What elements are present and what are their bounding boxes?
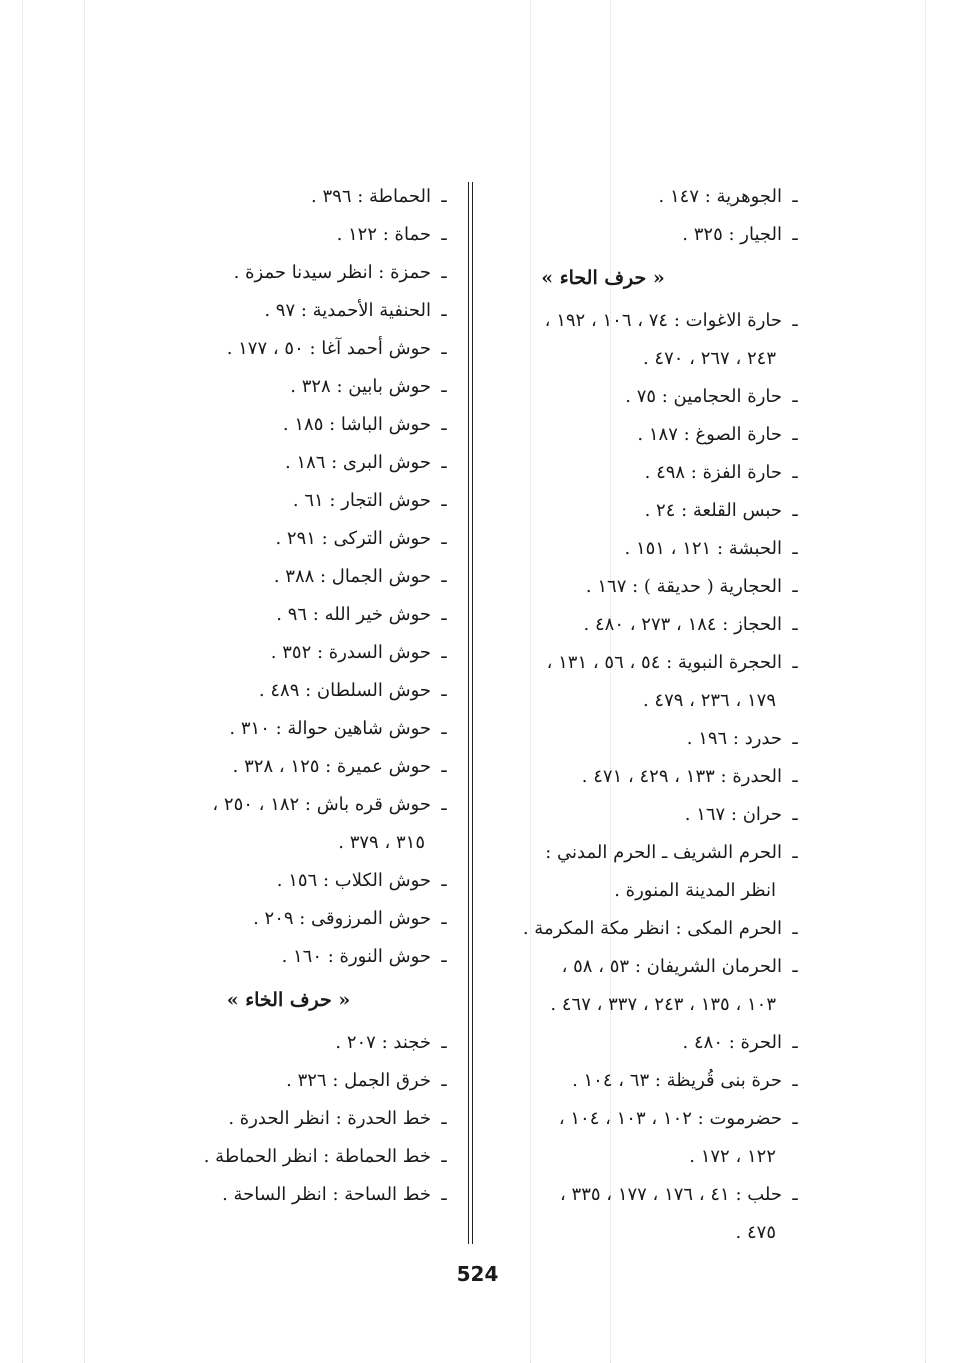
index-entry: [120, 406, 457, 444]
index-entry: [120, 558, 457, 596]
section-heading: « حرف الحاء »: [541, 267, 665, 289]
index-entry: [478, 606, 808, 644]
index-entry: [120, 862, 457, 900]
index-entry-continuation: [120, 824, 457, 862]
index-entry: [478, 1100, 808, 1138]
entry-dash: ـ: [441, 1146, 447, 1167]
entry-text: حوش النورة : ١٦٠ .: [281, 946, 431, 967]
index-entry: [120, 368, 457, 406]
entry-dash: ـ: [792, 576, 798, 597]
entry-dash: ـ: [441, 1032, 447, 1053]
entry-dash: ـ: [792, 386, 798, 407]
entry-text: حارة الفزة : ٤٩٨ .: [644, 462, 782, 483]
entry-dash: ـ: [792, 186, 798, 207]
index-entry: [478, 910, 808, 948]
index-entry: [120, 1176, 457, 1214]
entry-text: خط الحماطة : انظر الحماطة .: [203, 1146, 431, 1167]
index-entry: [120, 1024, 457, 1062]
entry-dash: ـ: [441, 186, 447, 207]
entry-text: ٤٧٥ .: [735, 1222, 776, 1243]
index-entry: [478, 796, 808, 834]
entry-dash: ـ: [441, 224, 447, 245]
index-entry: [120, 482, 457, 520]
index-entry: [478, 720, 808, 758]
entry-dash: ـ: [441, 338, 447, 359]
entry-dash: ـ: [441, 794, 447, 815]
entry-text: حوش الكلاب : ١٥٦ .: [276, 870, 431, 891]
entry-dash: ـ: [441, 490, 447, 511]
entry-text: خط الساحة : انظر الساحة .: [222, 1184, 431, 1205]
entry-text: ١٠٣ ، ١٣٥ ، ٢٤٣ ، ٣٣٧ ، ٤٦٧ .: [550, 994, 776, 1015]
index-entry: [120, 634, 457, 672]
entry-text: انظر المدينة المنورة .: [614, 880, 776, 901]
index-entry: [120, 900, 457, 938]
entry-text: خط الحدرة : انظر الحدرة .: [228, 1108, 431, 1129]
entry-dash: ـ: [441, 642, 447, 663]
column-divider: [468, 182, 473, 1244]
entry-dash: ـ: [792, 1032, 798, 1053]
entry-dash: ـ: [792, 1108, 798, 1129]
index-entry: [120, 672, 457, 710]
index-entry: [478, 302, 808, 340]
entry-dash: ـ: [441, 1108, 447, 1129]
index-entry: [478, 416, 808, 454]
entry-dash: ـ: [441, 300, 447, 321]
entry-dash: ـ: [441, 566, 447, 587]
entry-text: الجيار : ٣٢٥ .: [682, 224, 782, 245]
entry-text: الحبشة : ١٢١ ، ١٥١ .: [624, 538, 782, 559]
index-entry: [120, 1138, 457, 1176]
scan-guide-line: [925, 0, 926, 1363]
entry-text: حوش السلطان : ٤٨٩ .: [258, 680, 431, 701]
entry-text: حوش شاهين حوالة : ٣١٠ .: [229, 718, 431, 739]
entry-text: خرق الجمل : ٣٢٦ .: [286, 1070, 431, 1091]
index-entry: [478, 530, 808, 568]
entry-text: حارة الحجامين : ٧٥ .: [625, 386, 782, 407]
entry-dash: ـ: [441, 414, 447, 435]
index-entry: [478, 178, 808, 216]
entry-dash: ـ: [441, 908, 447, 929]
entry-text: حوش البرى : ١٨٦ .: [284, 452, 431, 473]
entry-text: حوش الباشا : ١٨٥ .: [282, 414, 431, 435]
entry-dash: ـ: [792, 728, 798, 749]
entry-dash: ـ: [792, 1184, 798, 1205]
entry-text: حوش قره باش : ١٨٢ ، ٢٥٠ ،: [212, 794, 431, 815]
entry-dash: ـ: [792, 652, 798, 673]
entry-text: حرة بنى قُريظة : ٦٣ ، ١٠٤ .: [572, 1070, 782, 1091]
index-entry: [478, 834, 808, 872]
entry-text: الحجرة النبوية : ٥٤ ، ٥٦ ، ١٣١ ،: [546, 652, 782, 673]
entry-text: ٢٤٣ ، ٢٦٧ ، ٤٧٠ .: [642, 348, 776, 369]
entry-dash: ـ: [792, 918, 798, 939]
index-column-right: [478, 178, 808, 1252]
entry-text: حضرموت : ١٠٢ ، ١٠٣ ، ١٠٤ ،: [558, 1108, 782, 1129]
index-entry: [120, 1062, 457, 1100]
index-entry: [120, 178, 457, 216]
index-entry: [478, 378, 808, 416]
entry-text: الحنفية الأحمدية : ٩٧ .: [264, 300, 431, 321]
entry-dash: ـ: [441, 528, 447, 549]
entry-text: خجند : ٢٠٧ .: [335, 1032, 431, 1053]
entry-text: الحدرة : ١٣٣ ، ٤٢٩ ، ٤٧١ .: [581, 766, 782, 787]
index-entry-continuation: [478, 1138, 808, 1176]
index-entry: [120, 710, 457, 748]
index-entry: [478, 568, 808, 606]
index-entry: [120, 444, 457, 482]
entry-dash: ـ: [441, 604, 447, 625]
entry-text: حوش بابين : ٣٢٨ .: [290, 376, 431, 397]
entry-dash: ـ: [441, 756, 447, 777]
section-heading: « حرف الخاء »: [226, 989, 351, 1011]
entry-text: حوش خير الله : ٩٦ .: [276, 604, 431, 625]
index-entry: [120, 786, 457, 824]
entry-text: حلب : ٤١ ، ١٧٦ ، ١٧٧ ، ٣٣٥ ،: [560, 1184, 782, 1205]
entry-text: حوش عميرة : ١٢٥ ، ٣٢٨ .: [232, 756, 431, 777]
index-entry: [120, 938, 457, 976]
entry-text: الجوهرية : ١٤٧ .: [658, 186, 782, 207]
entry-dash: ـ: [441, 680, 447, 701]
index-entry: [478, 1024, 808, 1062]
entry-text: ١٢٢ ، ١٧٢ .: [689, 1146, 776, 1167]
entry-text: حبس القلعة : ٢٤ .: [644, 500, 782, 521]
entry-text: حمزة : انظر سيدنا حمزة .: [233, 262, 431, 283]
entry-dash: ـ: [792, 804, 798, 825]
entry-dash: ـ: [441, 718, 447, 739]
entry-text: الحماطة : ٣٩٦ .: [311, 186, 431, 207]
entry-dash: ـ: [792, 424, 798, 445]
scan-guide-line: [22, 0, 23, 1363]
index-entry-continuation: [478, 682, 808, 720]
entry-text: حوش الجمال : ٣٨٨ .: [273, 566, 431, 587]
index-entry-continuation: [478, 986, 808, 1024]
entry-text: الحرم المكى : انظر مكة المكرمة .: [522, 918, 782, 939]
index-entry-continuation: [478, 872, 808, 910]
entry-dash: ـ: [792, 956, 798, 977]
index-entry: [478, 216, 808, 254]
entry-dash: ـ: [792, 614, 798, 635]
entry-text: حوش التجار : ٦١ .: [292, 490, 431, 511]
entry-dash: ـ: [792, 500, 798, 521]
entry-text: حران : ١٦٧ .: [684, 804, 782, 825]
entry-text: حوش السدرة : ٣٥٢ .: [270, 642, 431, 663]
index-entry: [120, 1100, 457, 1138]
entry-text: حماة : ١٢٢ .: [336, 224, 431, 245]
entry-dash: ـ: [441, 946, 447, 967]
index-entry: [120, 596, 457, 634]
entry-text: حارة الاغوات : ٧٤ ، ١٠٦ ، ١٩٢ ،: [544, 310, 782, 331]
entry-text: ١٧٩ ، ٢٣٦ ، ٤٧٩ .: [642, 690, 776, 711]
index-entry: [120, 330, 457, 368]
entry-dash: ـ: [792, 1070, 798, 1091]
index-entry: [478, 492, 808, 530]
entry-dash: ـ: [792, 310, 798, 331]
entry-text: الحجاز : ١٨٤ ، ٢٧٣ ، ٤٨٠ .: [583, 614, 782, 635]
index-entry: [478, 454, 808, 492]
entry-text: حوش المرزوقى : ٢٠٩ .: [253, 908, 431, 929]
entry-dash: ـ: [441, 262, 447, 283]
index-entry: [478, 758, 808, 796]
entry-text: ٣١٥ ، ٣٧٩ .: [338, 832, 425, 853]
entry-dash: ـ: [441, 452, 447, 473]
index-entry: [120, 748, 457, 786]
index-entry-continuation: [478, 340, 808, 378]
page-number: 524: [456, 1262, 499, 1286]
index-entry-continuation: [478, 1214, 808, 1252]
entry-text: الحجارية ( حديقة ) : ١٦٧ .: [585, 576, 782, 597]
index-entry: [120, 254, 457, 292]
index-entry: [478, 644, 808, 682]
entry-text: حارة الصوغ : ١٨٧ .: [637, 424, 782, 445]
index-entry: [120, 292, 457, 330]
index-entry: [120, 520, 457, 558]
entry-dash: ـ: [792, 462, 798, 483]
entry-dash: ـ: [792, 224, 798, 245]
entry-dash: ـ: [792, 538, 798, 559]
index-entry: [478, 1062, 808, 1100]
entry-text: حدرد : ١٩٦ .: [686, 728, 782, 749]
index-entry: [478, 948, 808, 986]
index-column-left: [120, 178, 457, 1214]
entry-dash: ـ: [441, 870, 447, 891]
entry-dash: ـ: [792, 766, 798, 787]
entry-text: الحرة : ٤٨٠ .: [682, 1032, 782, 1053]
entry-text: حوش أحمد آغا : ٥٠ ، ١٧٧ .: [226, 338, 431, 359]
entry-text: الحرم الشريف ـ الحرم المدني :: [545, 842, 782, 863]
index-entry: [120, 216, 457, 254]
entry-dash: ـ: [792, 842, 798, 863]
entry-dash: ـ: [441, 376, 447, 397]
entry-text: الحرمان الشريفان : ٥٣ ، ٥٨ ،: [561, 956, 782, 977]
entry-dash: ـ: [441, 1070, 447, 1091]
scan-guide-line: [84, 0, 85, 1363]
entry-dash: ـ: [441, 1184, 447, 1205]
index-entry: [478, 1176, 808, 1214]
entry-text: حوش التركى : ٢٩١ .: [275, 528, 431, 549]
